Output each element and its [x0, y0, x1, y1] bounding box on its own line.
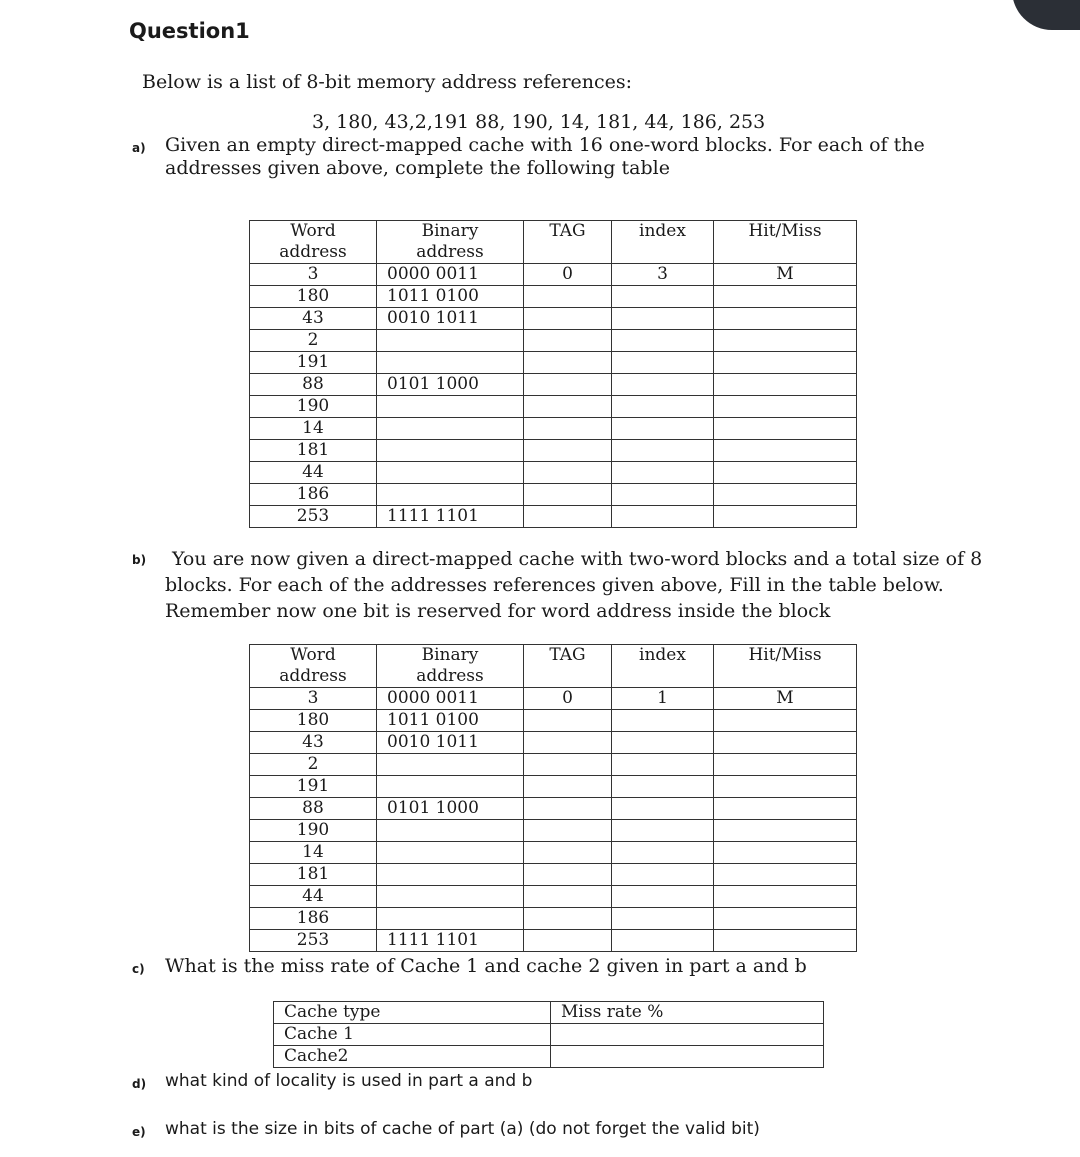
header-index: index — [612, 221, 714, 264]
tag-cell[interactable] — [524, 820, 612, 842]
index-cell[interactable] — [612, 930, 714, 952]
word-address-cell: 180 — [250, 710, 377, 732]
header-hitmiss: Hit/Miss — [714, 221, 857, 264]
cache-table-b — [249, 644, 857, 952]
table-row — [250, 462, 857, 484]
word-address-cell: 253 — [250, 506, 377, 528]
table-row — [250, 930, 857, 952]
tag-cell[interactable] — [524, 440, 612, 462]
header-word-line2: address — [279, 242, 347, 262]
hitmiss-cell[interactable] — [714, 440, 857, 462]
table-row — [274, 1024, 824, 1046]
tag-cell[interactable] — [524, 462, 612, 484]
word-address-cell: 3 — [250, 264, 377, 286]
binary-address-cell[interactable]: 0010 1011 — [377, 308, 524, 330]
word-address-cell: 180 — [250, 286, 377, 308]
header-binary-line2: address — [416, 666, 484, 686]
hitmiss-cell[interactable] — [714, 776, 857, 798]
header-miss-rate: Miss rate % — [551, 1002, 824, 1024]
table-row — [250, 886, 857, 908]
header-word-address — [250, 221, 377, 264]
word-address-cell: 14 — [250, 418, 377, 440]
tag-cell[interactable] — [524, 308, 612, 330]
index-cell[interactable] — [612, 440, 714, 462]
binary-address-cell[interactable] — [377, 440, 524, 462]
word-address-cell: 190 — [250, 820, 377, 842]
cache-type-cell: Cache 1 — [274, 1024, 551, 1046]
word-address-cell: 2 — [250, 754, 377, 776]
word-address-cell: 191 — [250, 352, 377, 374]
binary-address-cell[interactable] — [377, 776, 524, 798]
index-cell[interactable] — [612, 776, 714, 798]
word-address-cell: 191 — [250, 776, 377, 798]
part-a-line1: Given an empty direct-mapped cache with 16 one-word blocks. For each of the — [165, 134, 925, 156]
word-address-cell: 2 — [250, 330, 377, 352]
header-tag: TAG — [524, 645, 612, 688]
binary-address-cell[interactable]: 1011 0100 — [377, 286, 524, 308]
cache-table-a — [249, 220, 857, 528]
index-cell[interactable] — [612, 732, 714, 754]
part-b-marker: b) — [132, 553, 147, 567]
table-row — [250, 330, 857, 352]
table-row — [250, 908, 857, 930]
hitmiss-cell[interactable] — [714, 396, 857, 418]
binary-address-cell[interactable] — [377, 462, 524, 484]
cache-type-cell: Cache2 — [274, 1046, 551, 1068]
binary-address-cell[interactable] — [377, 396, 524, 418]
table-row — [250, 484, 857, 506]
hitmiss-cell[interactable] — [714, 864, 857, 886]
tag-cell[interactable]: 0 — [524, 688, 612, 710]
tag-cell[interactable] — [524, 710, 612, 732]
header-binary-line1: Binary — [421, 645, 479, 665]
tag-cell[interactable] — [524, 330, 612, 352]
intro-text: Below is a list of 8-bit memory address references: — [142, 71, 633, 93]
word-address-cell: 253 — [250, 930, 377, 952]
table-row — [250, 864, 857, 886]
binary-address-cell[interactable] — [377, 754, 524, 776]
index-cell[interactable] — [612, 418, 714, 440]
word-address-cell: 186 — [250, 908, 377, 930]
part-a-line2: addresses given above, complete the following table — [165, 157, 670, 179]
binary-address-cell[interactable] — [377, 330, 524, 352]
index-cell[interactable] — [612, 396, 714, 418]
part-b-line1: You are now given a direct-mapped cache with two-word blocks and a total size of 8 — [172, 548, 983, 570]
hitmiss-cell[interactable] — [714, 352, 857, 374]
word-address-cell: 14 — [250, 842, 377, 864]
index-cell[interactable]: 3 — [612, 264, 714, 286]
index-cell[interactable] — [612, 754, 714, 776]
word-address-cell: 88 — [250, 374, 377, 396]
hitmiss-cell[interactable] — [714, 842, 857, 864]
word-address-cell: 88 — [250, 798, 377, 820]
question-title: Question1 — [129, 19, 250, 43]
miss-rate-cell[interactable] — [551, 1024, 824, 1046]
table-row — [250, 798, 857, 820]
hitmiss-cell[interactable] — [714, 886, 857, 908]
table-row — [250, 754, 857, 776]
table-a-header-row — [250, 221, 857, 264]
part-c-text: What is the miss rate of Cache 1 and cache 2 given in part a and b — [165, 955, 807, 977]
miss-rate-table — [273, 1001, 824, 1068]
table-row — [250, 308, 857, 330]
index-cell[interactable] — [612, 908, 714, 930]
header-cache-type: Cache type — [274, 1002, 551, 1024]
header-word-address — [250, 645, 377, 688]
address-list: 3, 180, 43,2,191 88, 190, 14, 181, 44, 186, 253 — [312, 111, 766, 133]
header-word-line1: Word — [290, 221, 336, 241]
table-row — [250, 820, 857, 842]
index-cell[interactable] — [612, 798, 714, 820]
part-b-text — [165, 546, 982, 624]
index-cell[interactable] — [612, 352, 714, 374]
table-row — [250, 352, 857, 374]
binary-address-cell[interactable] — [377, 908, 524, 930]
header-binary-address — [377, 645, 524, 688]
tag-cell[interactable] — [524, 886, 612, 908]
binary-address-cell[interactable] — [377, 418, 524, 440]
hitmiss-cell[interactable] — [714, 484, 857, 506]
hitmiss-cell[interactable] — [714, 462, 857, 484]
table-row — [250, 418, 857, 440]
tag-cell[interactable] — [524, 930, 612, 952]
word-address-cell: 181 — [250, 864, 377, 886]
binary-address-cell[interactable] — [377, 864, 524, 886]
hitmiss-cell[interactable]: M — [714, 688, 857, 710]
index-cell[interactable] — [612, 286, 714, 308]
binary-address-cell[interactable]: 1011 0100 — [377, 710, 524, 732]
hitmiss-cell[interactable] — [714, 930, 857, 952]
part-a-text — [165, 134, 925, 180]
part-d-text: what kind of locality is used in part a and b — [165, 1071, 533, 1091]
table-row — [250, 776, 857, 798]
part-e-marker: e) — [132, 1125, 146, 1139]
hitmiss-cell[interactable] — [714, 286, 857, 308]
index-cell[interactable] — [612, 886, 714, 908]
header-word-line1: Word — [290, 645, 336, 665]
binary-address-cell[interactable] — [377, 886, 524, 908]
part-d-marker: d) — [132, 1077, 147, 1091]
hitmiss-cell[interactable] — [714, 820, 857, 842]
header-binary-address — [377, 221, 524, 264]
table-row — [250, 842, 857, 864]
header-tag: TAG — [524, 221, 612, 264]
table-row — [250, 506, 857, 528]
table-row — [250, 286, 857, 308]
table-row — [250, 374, 857, 396]
miss-rate-cell[interactable] — [551, 1046, 824, 1068]
hitmiss-cell[interactable] — [714, 374, 857, 396]
index-cell[interactable] — [612, 330, 714, 352]
word-address-cell: 190 — [250, 396, 377, 418]
index-cell[interactable] — [612, 506, 714, 528]
header-word-line2: address — [279, 666, 347, 686]
binary-address-cell[interactable] — [377, 352, 524, 374]
table-row — [250, 732, 857, 754]
binary-address-cell[interactable]: 0000 0011 — [377, 688, 524, 710]
header-index: index — [612, 645, 714, 688]
tag-cell[interactable] — [524, 352, 612, 374]
word-address-cell: 44 — [250, 886, 377, 908]
hitmiss-cell[interactable] — [714, 798, 857, 820]
tag-cell[interactable] — [524, 484, 612, 506]
hitmiss-cell[interactable] — [714, 330, 857, 352]
binary-address-cell[interactable]: 1111 1101 — [377, 930, 524, 952]
hitmiss-cell[interactable] — [714, 908, 857, 930]
tag-cell[interactable] — [524, 776, 612, 798]
binary-address-cell[interactable]: 0101 1000 — [377, 798, 524, 820]
table-row — [250, 264, 857, 286]
part-e-text: what is the size in bits of cache of part (a) (do not forget the valid bit) — [165, 1119, 760, 1139]
part-b-line2: blocks. For each of the addresses references given above, Fill in the table below. — [165, 574, 944, 596]
tag-cell[interactable] — [524, 864, 612, 886]
tag-cell[interactable] — [524, 506, 612, 528]
binary-address-cell[interactable]: 0010 1011 — [377, 732, 524, 754]
index-cell[interactable] — [612, 308, 714, 330]
hitmiss-cell[interactable] — [714, 418, 857, 440]
header-binary-line1: Binary — [421, 221, 479, 241]
part-c-marker: c) — [132, 962, 145, 976]
table-row — [274, 1046, 824, 1068]
tag-cell[interactable] — [524, 418, 612, 440]
index-cell[interactable] — [612, 842, 714, 864]
hitmiss-cell[interactable] — [714, 754, 857, 776]
header-binary-line2: address — [416, 242, 484, 262]
hitmiss-cell[interactable] — [714, 308, 857, 330]
window-corner-decoration — [1012, 0, 1080, 30]
index-cell[interactable]: 1 — [612, 688, 714, 710]
tag-cell[interactable] — [524, 908, 612, 930]
binary-address-cell[interactable] — [377, 484, 524, 506]
index-cell[interactable] — [612, 710, 714, 732]
part-b-line3: Remember now one bit is reserved for word address inside the block — [165, 600, 831, 622]
part-a-marker: a) — [132, 141, 146, 155]
word-address-cell: 181 — [250, 440, 377, 462]
index-cell[interactable] — [612, 484, 714, 506]
binary-address-cell[interactable]: 1111 1101 — [377, 506, 524, 528]
word-address-cell: 186 — [250, 484, 377, 506]
table-b-header-row — [250, 645, 857, 688]
binary-address-cell[interactable]: 0000 0011 — [377, 264, 524, 286]
index-cell[interactable] — [612, 374, 714, 396]
table-row — [250, 440, 857, 462]
index-cell[interactable] — [612, 462, 714, 484]
tag-cell[interactable]: 0 — [524, 264, 612, 286]
binary-address-cell[interactable] — [377, 842, 524, 864]
hitmiss-cell[interactable] — [714, 506, 857, 528]
tag-cell[interactable] — [524, 374, 612, 396]
binary-address-cell[interactable]: 0101 1000 — [377, 374, 524, 396]
binary-address-cell[interactable] — [377, 820, 524, 842]
header-hitmiss: Hit/Miss — [714, 645, 857, 688]
hitmiss-cell[interactable] — [714, 732, 857, 754]
index-cell[interactable] — [612, 864, 714, 886]
tag-cell[interactable] — [524, 396, 612, 418]
tag-cell[interactable] — [524, 286, 612, 308]
tag-cell[interactable] — [524, 732, 612, 754]
index-cell[interactable] — [612, 820, 714, 842]
word-address-cell: 44 — [250, 462, 377, 484]
table-row — [250, 710, 857, 732]
word-address-cell: 43 — [250, 732, 377, 754]
tag-cell[interactable] — [524, 842, 612, 864]
table-row — [250, 688, 857, 710]
hitmiss-cell[interactable] — [714, 710, 857, 732]
tag-cell[interactable] — [524, 798, 612, 820]
miss-rate-header-row — [274, 1002, 824, 1024]
hitmiss-cell[interactable]: M — [714, 264, 857, 286]
word-address-cell: 43 — [250, 308, 377, 330]
word-address-cell: 3 — [250, 688, 377, 710]
table-row — [250, 396, 857, 418]
tag-cell[interactable] — [524, 754, 612, 776]
